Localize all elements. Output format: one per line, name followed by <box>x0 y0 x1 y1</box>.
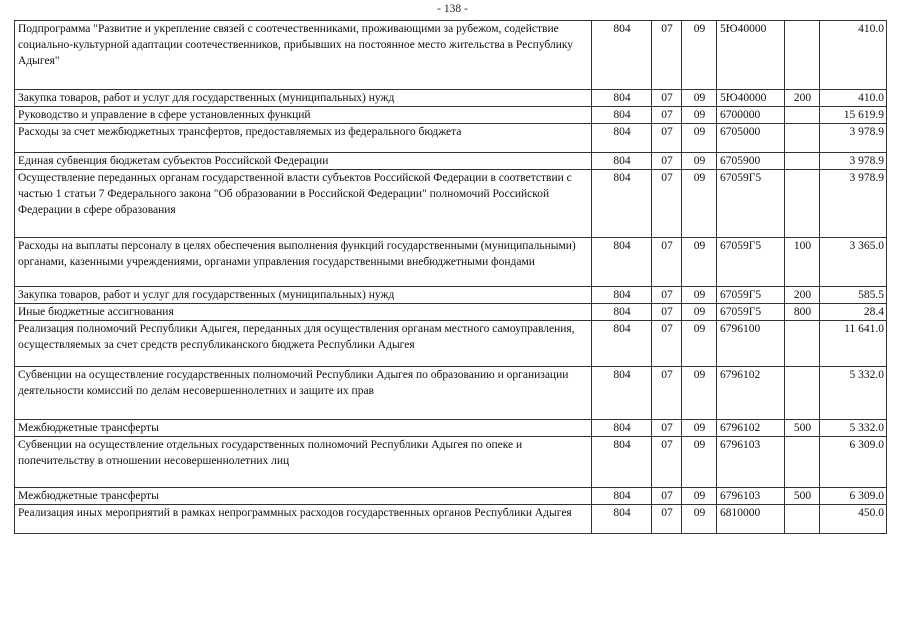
cell-csr: 6705900 <box>717 153 785 170</box>
cell-pr: 09 <box>682 153 717 170</box>
cell-vr <box>785 107 820 124</box>
cell-rz: 07 <box>652 304 682 321</box>
cell-amount: 585.5 <box>820 287 887 304</box>
cell-amount: 3 365.0 <box>820 238 887 287</box>
cell-pr: 09 <box>682 124 717 153</box>
cell-rz: 07 <box>652 367 682 420</box>
cell-vr <box>785 505 820 534</box>
cell-ved: 804 <box>592 488 652 505</box>
cell-vr: 200 <box>785 90 820 107</box>
table-row <box>15 153 887 170</box>
cell-amount: 5 332.0 <box>820 367 887 420</box>
cell-vr: 800 <box>785 304 820 321</box>
cell-pr: 09 <box>682 367 717 420</box>
cell-rz: 07 <box>652 505 682 534</box>
cell-name: Осуществление переданных органам государственной власти субъектов Российской Федерации в соответствии с частью 1 статьи 7 Федерального закона "Об образовании в Российской Федерации" полномочий Российской Федерации в сфере образования <box>15 170 592 238</box>
cell-ved: 804 <box>592 107 652 124</box>
cell-rz: 07 <box>652 437 682 488</box>
cell-name: Руководство и управление в сфере установленных функций <box>15 107 592 124</box>
table-row <box>15 238 887 287</box>
cell-vr <box>785 124 820 153</box>
cell-name: Субвенции на осуществление государственных полномочий Республики Адыгея по образованию и организации деятельности комиссий по делам несовершеннолетних и защите их прав <box>15 367 592 420</box>
cell-rz: 07 <box>652 153 682 170</box>
table-row <box>15 21 887 90</box>
cell-name: Иные бюджетные ассигнования <box>15 304 592 321</box>
cell-ved: 804 <box>592 505 652 534</box>
cell-csr: 67059Г5 <box>717 304 785 321</box>
cell-name: Субвенции на осуществление отдельных государственных полномочий Республики Адыгея по опеке и попечительству в отношении несовершеннолетних лиц <box>15 437 592 488</box>
cell-amount: 3 978.9 <box>820 153 887 170</box>
cell-ved: 804 <box>592 170 652 238</box>
cell-rz: 07 <box>652 488 682 505</box>
table-row <box>15 488 887 505</box>
cell-rz: 07 <box>652 170 682 238</box>
cell-csr: 6796102 <box>717 420 785 437</box>
cell-amount: 15 619.9 <box>820 107 887 124</box>
cell-name: Закупка товаров, работ и услуг для государственных (муниципальных) нужд <box>15 287 592 304</box>
table-row <box>15 304 887 321</box>
cell-vr <box>785 153 820 170</box>
cell-rz: 07 <box>652 107 682 124</box>
cell-pr: 09 <box>682 287 717 304</box>
cell-vr <box>785 21 820 90</box>
cell-name: Расходы на выплаты персоналу в целях обеспечения выполнения функций государственными (муниципальными) органами, казенными учреждениями, органами управления государственными внебюджетными фондами <box>15 238 592 287</box>
cell-amount: 6 309.0 <box>820 437 887 488</box>
cell-vr <box>785 170 820 238</box>
cell-vr: 200 <box>785 287 820 304</box>
cell-rz: 07 <box>652 124 682 153</box>
cell-vr: 500 <box>785 488 820 505</box>
table-row <box>15 107 887 124</box>
cell-csr: 5Ю40000 <box>717 90 785 107</box>
cell-name: Расходы за счет межбюджетных трансфертов, предоставляемых из федерального бюджета <box>15 124 592 153</box>
cell-ved: 804 <box>592 420 652 437</box>
cell-name: Межбюджетные трансферты <box>15 420 592 437</box>
cell-pr: 09 <box>682 505 717 534</box>
cell-ved: 804 <box>592 367 652 420</box>
cell-csr: 6705000 <box>717 124 785 153</box>
table-row <box>15 170 887 238</box>
cell-amount: 5 332.0 <box>820 420 887 437</box>
cell-amount: 3 978.9 <box>820 170 887 238</box>
cell-ved: 804 <box>592 321 652 367</box>
budget-table <box>14 20 887 534</box>
cell-amount: 11 641.0 <box>820 321 887 367</box>
cell-name: Подпрограмма "Развитие и укрепление связей с соотечественниками, проживающими за рубежом, содействие социально-культурной адаптации соотечественников, прибывших на постоянное место жительства в Республику Адыгея" <box>15 21 592 90</box>
cell-amount: 3 978.9 <box>820 124 887 153</box>
cell-ved: 804 <box>592 124 652 153</box>
cell-name: Реализация иных мероприятий в рамках непрограммных расходов государственных органов Республики Адыгея <box>15 505 592 534</box>
cell-csr: 6796103 <box>717 488 785 505</box>
cell-pr: 09 <box>682 488 717 505</box>
cell-rz: 07 <box>652 238 682 287</box>
cell-csr: 67059Г5 <box>717 287 785 304</box>
cell-amount: 28.4 <box>820 304 887 321</box>
cell-amount: 410.0 <box>820 90 887 107</box>
cell-name: Единая субвенция бюджетам субъектов Российской Федерации <box>15 153 592 170</box>
table-row <box>15 287 887 304</box>
cell-csr: 6796102 <box>717 367 785 420</box>
cell-ved: 804 <box>592 437 652 488</box>
cell-pr: 09 <box>682 238 717 287</box>
cell-name: Реализация полномочий Республики Адыгея, переданных для осуществления органам местного самоуправления, осуществляемых за счет средств республиканского бюджета Республики Адыгея <box>15 321 592 367</box>
table-row <box>15 367 887 420</box>
cell-ved: 804 <box>592 90 652 107</box>
cell-rz: 07 <box>652 21 682 90</box>
table-row <box>15 124 887 153</box>
cell-csr: 5Ю40000 <box>717 21 785 90</box>
cell-name: Закупка товаров, работ и услуг для государственных (муниципальных) нужд <box>15 90 592 107</box>
cell-pr: 09 <box>682 90 717 107</box>
cell-amount: 450.0 <box>820 505 887 534</box>
cell-pr: 09 <box>682 21 717 90</box>
cell-ved: 804 <box>592 304 652 321</box>
table-row <box>15 505 887 534</box>
cell-vr: 100 <box>785 238 820 287</box>
cell-rz: 07 <box>652 287 682 304</box>
cell-ved: 804 <box>592 238 652 287</box>
cell-pr: 09 <box>682 107 717 124</box>
cell-csr: 6810000 <box>717 505 785 534</box>
cell-csr: 67059Г5 <box>717 170 785 238</box>
cell-pr: 09 <box>682 437 717 488</box>
cell-amount: 6 309.0 <box>820 488 887 505</box>
cell-csr: 67059Г5 <box>717 238 785 287</box>
cell-vr <box>785 367 820 420</box>
cell-vr <box>785 321 820 367</box>
cell-name: Межбюджетные трансферты <box>15 488 592 505</box>
table-row <box>15 90 887 107</box>
table-row <box>15 321 887 367</box>
cell-pr: 09 <box>682 170 717 238</box>
page-number: - 138 - <box>437 3 468 15</box>
cell-pr: 09 <box>682 304 717 321</box>
cell-ved: 804 <box>592 287 652 304</box>
cell-ved: 804 <box>592 153 652 170</box>
cell-vr: 500 <box>785 420 820 437</box>
cell-pr: 09 <box>682 420 717 437</box>
table-row <box>15 420 887 437</box>
cell-csr: 6700000 <box>717 107 785 124</box>
cell-pr: 09 <box>682 321 717 367</box>
table-row <box>15 437 887 488</box>
cell-vr <box>785 437 820 488</box>
cell-rz: 07 <box>652 90 682 107</box>
cell-rz: 07 <box>652 420 682 437</box>
cell-csr: 6796100 <box>717 321 785 367</box>
cell-ved: 804 <box>592 21 652 90</box>
cell-rz: 07 <box>652 321 682 367</box>
cell-csr: 6796103 <box>717 437 785 488</box>
cell-amount: 410.0 <box>820 21 887 90</box>
